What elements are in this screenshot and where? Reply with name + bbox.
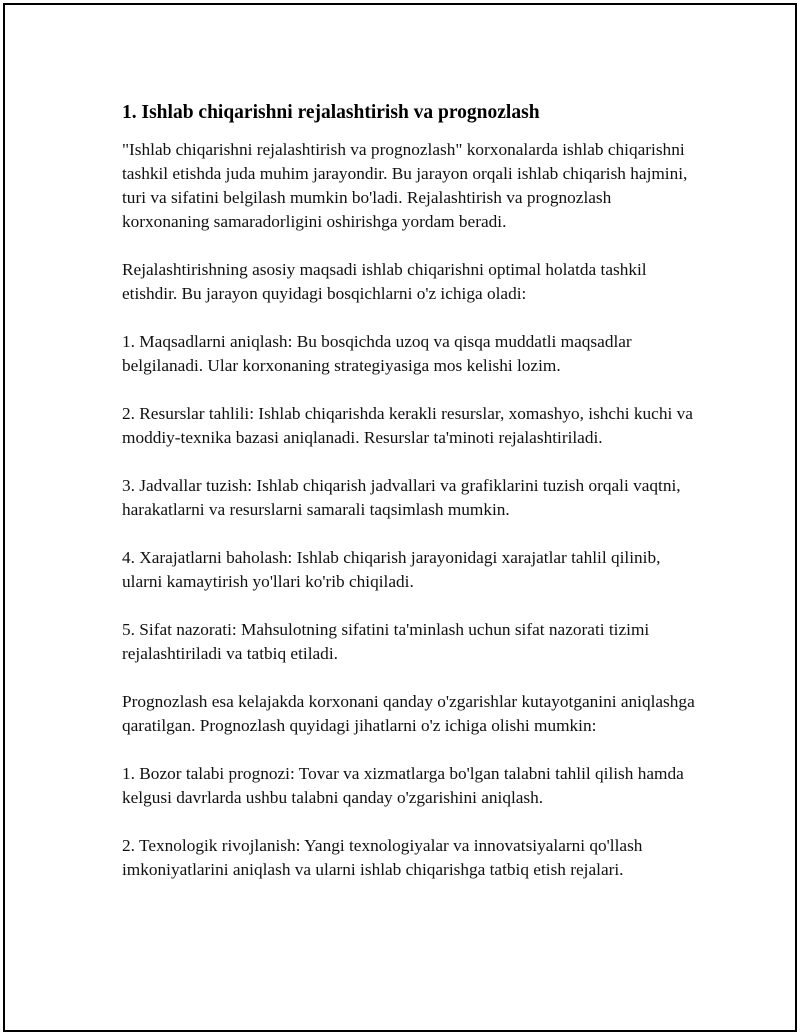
- planning-step-3: 3. Jadvallar tuzish: Ishlab chiqarish jadvallari va grafiklarini tuzish orqali vaqtni, harakatlarni va resurslarni samarali taqsimlash mumkin.: [122, 476, 681, 519]
- forecasting-intro-paragraph: Prognozlash esa kelajakda korxonani qanday o'zgarishlar kutayotganini aniqlashga qaratilgan. Prognozlash quyidagi jihatlarni o'z ichiga olishi mumkin:: [122, 692, 695, 735]
- section-heading: 1. Ishlab chiqarishni rejalashtirish va prognozlash: [122, 102, 540, 123]
- planning-step-1: 1. Maqsadlarni aniqlash: Bu bosqichda uzoq va qisqa muddatli maqsadlar belgilanadi. Ular korxonaning strategiyasiga mos kelishi lozim.: [122, 332, 632, 375]
- page-frame: [3, 3, 797, 1032]
- planning-step-5: 5. Sifat nazorati: Mahsulotning sifatini ta'minlash uchun sifat nazorati tizimi rejalashtiriladi va tatbiq etiladi.: [122, 620, 650, 663]
- planning-step-4: 4. Xarajatlarni baholash: Ishlab chiqarish jarayonidagi xarajatlar tahlil qilinib, ularni kamaytirish yo'llari ko'rib chiqiladi.: [122, 548, 661, 591]
- forecasting-item-1: 1. Bozor talabi prognozi: Tovar va xizmatlarga bo'lgan talabni tahlil qilish hamda kelgusi davrlarda ushbu talabni qanday o'zgarishini aniqlash.: [122, 764, 684, 807]
- intro-paragraph: "Ishlab chiqarishni rejalashtirish va prognozlash" korxonalarda ishlab chiqarishni tashkil etishda juda muhim jarayondir. Bu jarayon orqali ishlab chiqarish hajmini, turi va sifatini belgilash mumkin bo'ladi. Rejalashtirish va prognozlash korxonaning samaradorligini oshirishga yordam beradi.: [122, 140, 688, 231]
- document-body: [122, 101, 702, 906]
- planning-purpose-paragraph: Rejalashtirishning asosiy maqsadi ishlab chiqarishni optimal holatda tashkil etishdir. Bu jarayon quyidagi bosqichlarni o'z ichiga oladi:: [122, 260, 647, 303]
- planning-step-2: 2. Resurslar tahlili: Ishlab chiqarishda kerakli resurslar, xomashyo, ishchi kuchi va moddiy-texnika bazasi aniqlanadi. Resurslar ta'minoti rejalashtiriladi.: [122, 404, 693, 447]
- forecasting-item-2: 2. Texnologik rivojlanish: Yangi texnologiyalar va innovatsiyalarni qo'llash imkoniyatlarini aniqlash va ularni ishlab chiqarishga tatbiq etish rejalari.: [122, 836, 643, 879]
